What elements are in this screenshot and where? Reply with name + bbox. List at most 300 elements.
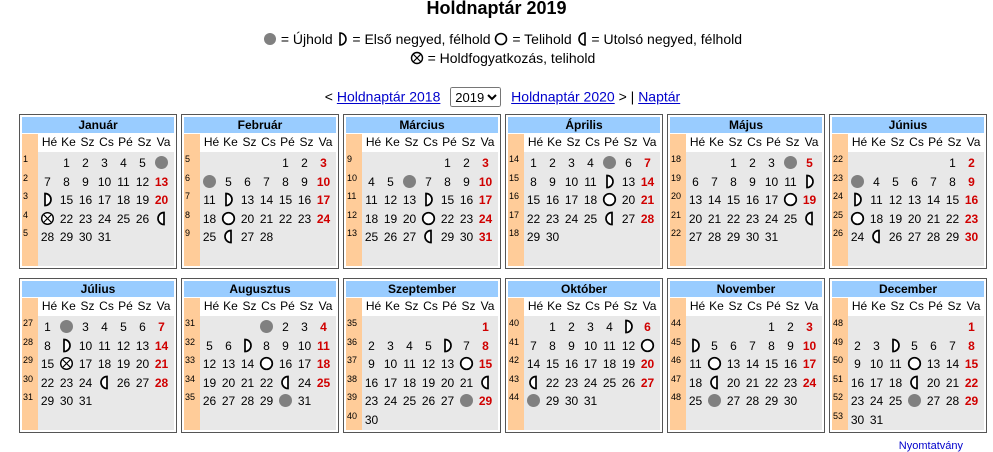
month-title: Január bbox=[22, 117, 174, 133]
day-cell: 13 bbox=[221, 357, 236, 372]
day-cell: 3 bbox=[101, 156, 108, 170]
day-cell: 16 bbox=[78, 193, 93, 208]
weekday-label: Hé bbox=[203, 135, 220, 149]
weekday-label: Sz bbox=[80, 299, 95, 313]
day-cell: 14 bbox=[707, 193, 722, 208]
weekday-label: Pé bbox=[604, 135, 619, 149]
week-number: 40 bbox=[509, 318, 520, 328]
day-cell: 24 bbox=[869, 394, 884, 409]
day-cell: 19 bbox=[421, 375, 436, 390]
weekday-label: Va bbox=[480, 299, 495, 313]
day-cell: 2 bbox=[968, 156, 975, 170]
day-cell: 5 bbox=[892, 174, 899, 189]
day-cell: 14 bbox=[945, 357, 960, 372]
weekday-label: Pé bbox=[928, 299, 943, 313]
new-moon-icon bbox=[257, 318, 276, 336]
day-cell: 18 bbox=[202, 211, 217, 226]
day-cell: 27 bbox=[688, 230, 703, 245]
week-number-column bbox=[346, 134, 362, 266]
weekday-label: Sz bbox=[404, 299, 419, 313]
weekday-label: Ke bbox=[871, 299, 886, 313]
first-quarter-icon bbox=[219, 191, 238, 209]
day-cell: 28 bbox=[154, 375, 169, 390]
day-cell: 7 bbox=[263, 174, 270, 189]
full-moon-icon bbox=[905, 355, 924, 373]
week-number: 22 bbox=[833, 154, 844, 164]
day-cell: 25 bbox=[316, 375, 331, 390]
day-cell: 11 bbox=[98, 338, 111, 353]
day-cell: 22 bbox=[59, 211, 74, 226]
day-cell: 4 bbox=[101, 320, 108, 334]
day-cell: 18 bbox=[316, 357, 331, 372]
weekday-label: Hé bbox=[689, 299, 706, 313]
first-quarter-icon bbox=[686, 337, 705, 355]
last-quarter-icon bbox=[800, 210, 819, 228]
next-year-link[interactable]: Holdnaptár 2020 bbox=[511, 88, 615, 105]
day-cell: 11 bbox=[203, 193, 216, 208]
week-number: 25 bbox=[833, 209, 844, 220]
month-10 bbox=[505, 278, 663, 433]
week-number: 9 bbox=[185, 228, 191, 239]
day-cell: 8 bbox=[482, 338, 489, 353]
new-moon-icon bbox=[457, 392, 476, 410]
day-cell: 12 bbox=[421, 357, 436, 372]
day-cell: 7 bbox=[644, 156, 651, 170]
weekday-label: Ke bbox=[547, 299, 562, 313]
week-number: 37 bbox=[347, 355, 358, 366]
day-cell: 31 bbox=[869, 413, 884, 427]
day-cell: 24 bbox=[478, 211, 493, 226]
day-cell: 21 bbox=[240, 375, 255, 390]
day-cell: 16 bbox=[278, 357, 293, 372]
day-cell: 28 bbox=[640, 211, 655, 226]
day-cell: 15 bbox=[964, 357, 979, 372]
legend-eclipse: = Holdfogyatkozás, telihold bbox=[427, 50, 596, 66]
full-moon-icon bbox=[781, 191, 800, 209]
day-cell: 20 bbox=[402, 211, 417, 226]
day-cell: 4 bbox=[606, 320, 613, 334]
day-cell: 27 bbox=[440, 394, 455, 409]
day-cell: 7 bbox=[949, 338, 956, 353]
day-cell: 13 bbox=[440, 357, 455, 372]
day-cell: 20 bbox=[154, 193, 169, 208]
week-number: 35 bbox=[347, 318, 358, 328]
day-cell: 3 bbox=[387, 338, 394, 353]
new-moon-icon bbox=[263, 32, 277, 50]
day-cell: 1 bbox=[730, 156, 737, 170]
day-cell: 20 bbox=[926, 375, 941, 390]
day-cell: 12 bbox=[116, 338, 131, 353]
day-cell: 7 bbox=[44, 174, 51, 189]
day-cell: 16 bbox=[964, 193, 979, 208]
day-cell: 26 bbox=[135, 211, 150, 226]
eclipse-icon bbox=[38, 210, 57, 228]
day-cell: 16 bbox=[850, 375, 865, 390]
day-cell: 6 bbox=[692, 174, 699, 189]
day-cell: 28 bbox=[259, 230, 274, 245]
week-number: 15 bbox=[509, 172, 520, 183]
weekday-label: Sz bbox=[623, 135, 638, 149]
day-cell: 10 bbox=[764, 174, 779, 189]
weekday-label: Va bbox=[318, 299, 333, 313]
day-cell: 22 bbox=[440, 211, 455, 226]
month-title: Augusztus bbox=[184, 281, 336, 297]
day-cell: 27 bbox=[907, 230, 922, 245]
last-quarter-icon bbox=[152, 210, 171, 228]
day-cell: 7 bbox=[749, 338, 756, 353]
weekday-label: Pé bbox=[604, 299, 619, 313]
day-cell: 16 bbox=[545, 193, 560, 208]
day-cell: 13 bbox=[402, 193, 417, 208]
weekday-label: Hé bbox=[851, 299, 868, 313]
day-cell: 24 bbox=[78, 375, 93, 390]
weekday-header bbox=[688, 134, 822, 150]
day-cell: 22 bbox=[964, 375, 979, 390]
day-cell: 27 bbox=[621, 211, 636, 226]
weekday-label: Hé bbox=[851, 135, 868, 149]
weekday-label: Sz bbox=[461, 299, 476, 313]
day-cell: 31 bbox=[764, 230, 779, 245]
legend-first-quarter: = Első negyed, félhold bbox=[352, 31, 491, 47]
day-cell: 28 bbox=[926, 230, 941, 245]
day-cell: 11 bbox=[117, 174, 130, 189]
week-number: 12 bbox=[347, 209, 358, 220]
week-number: 38 bbox=[347, 373, 358, 384]
day-cell: 23 bbox=[783, 375, 798, 390]
month-6 bbox=[829, 114, 987, 269]
day-cell: 8 bbox=[549, 338, 556, 353]
day-cell: 23 bbox=[78, 211, 93, 226]
day-cell: 21 bbox=[707, 211, 722, 226]
day-cell: 29 bbox=[259, 394, 274, 409]
day-cell: 10 bbox=[802, 338, 817, 353]
day-cell: 26 bbox=[383, 230, 398, 245]
week-number: 53 bbox=[833, 411, 844, 421]
day-cell: 13 bbox=[154, 174, 169, 189]
day-cell: 16 bbox=[783, 357, 798, 372]
weekday-label: Va bbox=[966, 135, 981, 149]
week-number-column bbox=[832, 298, 848, 430]
day-cell: 12 bbox=[621, 338, 636, 353]
day-cell: 17 bbox=[764, 193, 779, 208]
weekday-label: Pé bbox=[118, 299, 133, 313]
day-cell: 28 bbox=[240, 394, 255, 409]
weekday-label: Sz bbox=[80, 135, 95, 149]
day-cell: 11 bbox=[317, 338, 330, 353]
day-cell: 16 bbox=[564, 357, 579, 372]
weekday-label: Ke bbox=[385, 299, 400, 313]
week-number: 41 bbox=[509, 336, 520, 347]
weekday-header bbox=[364, 298, 498, 314]
day-cell: 28 bbox=[40, 230, 55, 245]
day-cell: 21 bbox=[745, 375, 760, 390]
day-cell: 17 bbox=[583, 357, 598, 372]
day-cell: 4 bbox=[587, 156, 594, 170]
day-cell: 30 bbox=[59, 394, 74, 409]
day-cell: 20 bbox=[621, 193, 636, 208]
day-cell: 13 bbox=[621, 174, 636, 189]
day-cell: 30 bbox=[564, 394, 579, 409]
day-cell: 5 bbox=[139, 156, 146, 170]
full-moon-icon bbox=[457, 355, 476, 373]
year-select[interactable] bbox=[450, 87, 501, 107]
day-cell: 2 bbox=[749, 156, 756, 170]
day-cell: 30 bbox=[850, 413, 865, 427]
day-cell: 19 bbox=[621, 357, 636, 372]
week-number: 7 bbox=[185, 191, 191, 202]
day-cell: 13 bbox=[135, 338, 150, 353]
month-3 bbox=[343, 114, 501, 269]
weekday-label: Cs bbox=[747, 135, 762, 149]
day-cell: 19 bbox=[202, 375, 217, 390]
weekday-header bbox=[202, 298, 336, 314]
day-cell: 2 bbox=[282, 320, 289, 334]
weekday-label: Cs bbox=[423, 299, 438, 313]
month-9 bbox=[343, 278, 501, 433]
week-number: 10 bbox=[347, 172, 358, 183]
day-cell: 17 bbox=[383, 375, 398, 390]
day-cell: 5 bbox=[387, 174, 394, 189]
day-cell: 22 bbox=[726, 211, 741, 226]
day-cell: 25 bbox=[364, 230, 379, 245]
day-cell: 10 bbox=[583, 338, 598, 353]
day-cell: 3 bbox=[482, 156, 489, 170]
day-cell: 2 bbox=[82, 156, 89, 170]
day-cell: 25 bbox=[583, 211, 598, 226]
first-quarter-icon bbox=[600, 173, 619, 191]
day-cell: 24 bbox=[564, 211, 579, 226]
day-cell: 30 bbox=[745, 230, 760, 245]
week-number-column bbox=[346, 298, 362, 430]
day-cell: 14 bbox=[259, 193, 274, 208]
weekday-label: Sz bbox=[566, 135, 581, 149]
day-cell: 1 bbox=[768, 320, 775, 334]
month-8 bbox=[181, 278, 339, 433]
day-cell: 29 bbox=[59, 230, 74, 245]
weekday-header bbox=[850, 134, 984, 150]
days-grid bbox=[362, 316, 498, 430]
day-cell: 22 bbox=[259, 375, 274, 390]
weekday-label: Hé bbox=[203, 299, 220, 313]
day-cell: 9 bbox=[301, 174, 308, 189]
weekday-label: Sz bbox=[947, 135, 962, 149]
day-cell: 4 bbox=[873, 174, 880, 189]
weekday-label: Sz bbox=[137, 299, 152, 313]
day-cell: 17 bbox=[297, 357, 312, 372]
day-cell: 9 bbox=[549, 174, 556, 189]
day-cell: 3 bbox=[82, 320, 89, 334]
weekday-label: Sz bbox=[242, 135, 257, 149]
last-quarter-icon bbox=[95, 374, 114, 392]
day-cell: 7 bbox=[930, 174, 937, 189]
day-cell: 25 bbox=[688, 394, 703, 409]
first-quarter-icon bbox=[238, 337, 257, 355]
day-cell: 4 bbox=[120, 156, 127, 170]
day-cell: 6 bbox=[730, 338, 737, 353]
day-cell: 3 bbox=[301, 320, 308, 334]
month-12 bbox=[829, 278, 987, 433]
week-number: 52 bbox=[833, 392, 844, 403]
day-cell: 1 bbox=[949, 156, 956, 170]
day-cell: 21 bbox=[926, 211, 941, 226]
nav-separator: > | bbox=[618, 88, 635, 105]
day-cell: 1 bbox=[549, 320, 556, 334]
day-cell: 2 bbox=[463, 156, 470, 170]
day-cell: 18 bbox=[97, 357, 112, 372]
day-cell: 6 bbox=[625, 156, 632, 170]
month-title: November bbox=[670, 281, 822, 297]
month-title: December bbox=[832, 281, 984, 297]
last-quarter-icon bbox=[905, 374, 924, 392]
days-grid bbox=[200, 316, 336, 430]
day-cell: 13 bbox=[240, 193, 255, 208]
weekday-label: Sz bbox=[728, 299, 743, 313]
day-cell: 16 bbox=[459, 193, 474, 208]
full-moon-icon bbox=[600, 191, 619, 209]
month-title: Május bbox=[670, 117, 822, 133]
day-cell: 8 bbox=[949, 174, 956, 189]
day-cell: 22 bbox=[278, 211, 293, 226]
print-link[interactable]: Nyomtatvány bbox=[898, 440, 963, 452]
week-number: 9 bbox=[347, 154, 353, 164]
legend-full-moon: = Telihold bbox=[512, 31, 572, 47]
week-number: 5 bbox=[185, 154, 191, 164]
weekday-label: Ke bbox=[61, 299, 76, 313]
first-quarter-icon bbox=[419, 191, 438, 209]
week-number: 20 bbox=[671, 191, 682, 202]
day-cell: 24 bbox=[850, 230, 865, 245]
month-4 bbox=[505, 114, 663, 269]
weekday-label: Cs bbox=[909, 135, 924, 149]
weekday-label: Sz bbox=[728, 135, 743, 149]
calendar-link[interactable]: Naptár bbox=[638, 88, 681, 105]
first-quarter-icon bbox=[337, 32, 349, 50]
day-cell: 10 bbox=[297, 338, 312, 353]
day-cell: 26 bbox=[621, 375, 636, 390]
day-cell: 1 bbox=[63, 156, 70, 170]
day-cell: 21 bbox=[259, 211, 274, 226]
first-quarter-icon bbox=[886, 337, 905, 355]
day-cell: 4 bbox=[320, 320, 327, 334]
weekday-label: Pé bbox=[442, 299, 457, 313]
weekday-label: Va bbox=[156, 299, 171, 313]
days-grid bbox=[524, 316, 660, 430]
weekday-label: Sz bbox=[137, 135, 152, 149]
day-cell: 30 bbox=[964, 230, 979, 245]
weekday-header bbox=[526, 298, 660, 314]
weekday-label: Va bbox=[642, 299, 657, 313]
weekday-header bbox=[688, 298, 822, 314]
week-number: 18 bbox=[671, 154, 682, 164]
weekday-header bbox=[40, 134, 174, 150]
weekday-label: Va bbox=[804, 135, 819, 149]
new-moon-icon bbox=[200, 173, 219, 191]
week-number: 30 bbox=[23, 373, 34, 384]
day-cell: 6 bbox=[244, 174, 251, 189]
week-number: 6 bbox=[185, 172, 191, 183]
days-grid bbox=[38, 316, 174, 430]
day-cell: 23 bbox=[964, 211, 979, 226]
weekday-label: Pé bbox=[118, 135, 133, 149]
day-cell: 4 bbox=[368, 174, 375, 189]
days-grid bbox=[362, 152, 498, 266]
first-quarter-icon bbox=[800, 173, 819, 191]
day-cell: 26 bbox=[116, 375, 131, 390]
day-cell: 11 bbox=[403, 357, 416, 372]
weekday-header bbox=[202, 134, 336, 150]
weekday-label: Ke bbox=[385, 135, 400, 149]
day-cell: 27 bbox=[240, 230, 255, 245]
weekday-label: Va bbox=[642, 135, 657, 149]
legend-last-quarter: = Utolsó negyed, félhold bbox=[591, 31, 743, 47]
month-title: Július bbox=[22, 281, 174, 297]
weekday-label: Cs bbox=[909, 299, 924, 313]
month-title: Október bbox=[508, 281, 660, 297]
day-cell: 15 bbox=[478, 357, 493, 372]
new-moon-icon bbox=[705, 392, 724, 410]
weekday-label: Ke bbox=[709, 299, 724, 313]
week-number-column bbox=[184, 134, 200, 266]
day-cell: 9 bbox=[568, 338, 575, 353]
day-cell: 18 bbox=[869, 211, 884, 226]
day-cell: 17 bbox=[316, 193, 331, 208]
week-number: 40 bbox=[347, 411, 358, 421]
day-cell: 2 bbox=[854, 338, 861, 353]
day-cell: 23 bbox=[745, 211, 760, 226]
last-quarter-icon bbox=[867, 228, 886, 246]
week-number: 3 bbox=[23, 191, 29, 202]
weekday-label: Hé bbox=[689, 135, 706, 149]
day-cell: 14 bbox=[640, 174, 655, 189]
day-cell: 27 bbox=[221, 394, 236, 409]
day-cell: 30 bbox=[783, 394, 798, 409]
weekday-label: Pé bbox=[442, 135, 457, 149]
weekday-label: Sz bbox=[299, 299, 314, 313]
month-2 bbox=[181, 114, 339, 269]
weekday-label: Hé bbox=[365, 299, 382, 313]
day-cell: 18 bbox=[402, 375, 417, 390]
day-cell: 1 bbox=[282, 156, 289, 170]
day-cell: 23 bbox=[59, 375, 74, 390]
week-number: 35 bbox=[185, 392, 196, 403]
weekday-label: Sz bbox=[623, 299, 638, 313]
day-cell: 12 bbox=[888, 193, 903, 208]
first-quarter-icon bbox=[619, 318, 638, 336]
prev-year-link[interactable]: Holdnaptár 2018 bbox=[336, 88, 441, 105]
week-number: 31 bbox=[23, 392, 34, 403]
year-navigation bbox=[0, 87, 993, 107]
day-cell: 19 bbox=[802, 193, 817, 208]
day-cell: 29 bbox=[440, 230, 455, 245]
weekday-label: Sz bbox=[299, 135, 314, 149]
day-cell: 17 bbox=[802, 357, 817, 372]
day-cell: 6 bbox=[139, 320, 146, 334]
weekday-label: Va bbox=[480, 135, 495, 149]
day-cell: 28 bbox=[707, 230, 722, 245]
new-moon-icon bbox=[152, 154, 171, 172]
day-cell: 21 bbox=[154, 357, 169, 372]
day-cell: 25 bbox=[202, 230, 217, 245]
new-moon-icon bbox=[848, 173, 867, 191]
weekday-label: Sz bbox=[947, 299, 962, 313]
day-cell: 30 bbox=[545, 230, 560, 245]
day-cell: 8 bbox=[730, 174, 737, 189]
day-cell: 29 bbox=[764, 394, 779, 409]
day-cell: 13 bbox=[726, 357, 741, 372]
weekday-label: Ke bbox=[61, 135, 76, 149]
day-cell: 9 bbox=[368, 357, 375, 372]
week-number: 48 bbox=[833, 318, 844, 328]
